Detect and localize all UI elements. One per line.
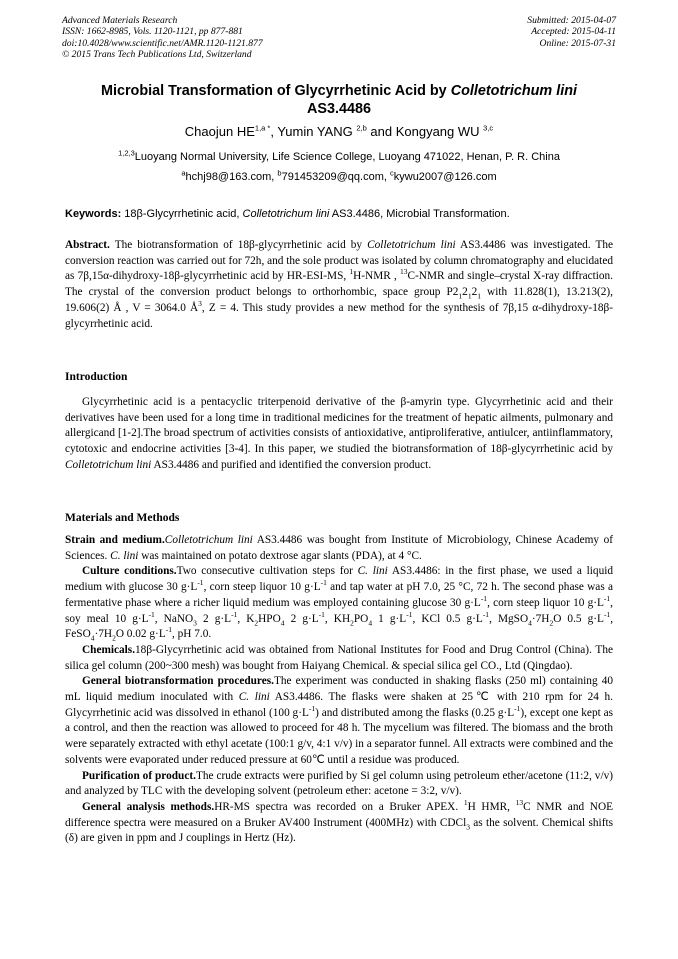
culture-paragraph bbox=[65, 564, 613, 643]
culture-sub: 4 bbox=[280, 617, 285, 627]
doi-line: doi:10.4028/www.scientific.net/AMR.1120-1121.877 bbox=[62, 37, 263, 49]
abstract-text: with 11.828(1), 13.213(2), 19.606(2) Å , V = 3064.0 Å bbox=[65, 286, 614, 314]
culture-sub: 2 bbox=[549, 617, 554, 627]
culture-text: , pH 7.0. bbox=[171, 628, 212, 641]
culture-sup: -1 bbox=[318, 609, 325, 619]
culture-sup: -1 bbox=[165, 625, 172, 635]
analysis-sub: 3 bbox=[466, 821, 470, 831]
culture-sub: 4 bbox=[90, 633, 95, 643]
procedures-paragraph bbox=[65, 674, 613, 768]
culture-label: Culture conditions. bbox=[82, 565, 177, 578]
abstract-text: C-NMR and single–crystal X-ray diffraction. The crystal of the conversion product belongs to orthorhombic, space group P2 bbox=[65, 270, 613, 299]
abstract-organism: Colletotrichum lini bbox=[367, 239, 456, 251]
keywords-label: Keywords: bbox=[65, 208, 122, 220]
chemicals-paragraph bbox=[65, 643, 613, 674]
procedures-sup: -1 bbox=[308, 703, 316, 713]
abstract-sub: 1 bbox=[467, 291, 472, 301]
culture-text: PO bbox=[353, 612, 369, 625]
email-c: kywu2007@126.com bbox=[393, 171, 497, 183]
procedures-sup: -1 bbox=[514, 703, 521, 713]
affiliation bbox=[40, 150, 638, 164]
procedures-text: ) and distributed among the flasks (0.25 g·L bbox=[315, 706, 515, 719]
author-3-sup: 3,c bbox=[483, 123, 494, 133]
email-a-sup: a bbox=[181, 168, 186, 178]
accepted-date: Accepted: 2015-04-11 bbox=[531, 26, 616, 38]
analysis-text: H HMR, bbox=[467, 800, 516, 813]
abstract-sub: 1 bbox=[458, 291, 463, 301]
intro-heading: Introduction bbox=[65, 371, 128, 383]
keywords-text-2: AS3.4486, Microbial Transformation. bbox=[329, 208, 510, 220]
culture-text: ·7H bbox=[94, 628, 113, 641]
abstract-sup: 1 bbox=[349, 267, 354, 277]
email-b: 791453209@qq.com, bbox=[281, 171, 390, 183]
strain-text: AS3.4486 was bought from Institute of Microbiology, Chinese Academy of Sciences. bbox=[65, 534, 614, 562]
culture-text: , soy meal 10 g·L bbox=[65, 596, 613, 625]
dates-info bbox=[527, 15, 616, 49]
email-c-sup: c bbox=[390, 168, 394, 178]
keywords-text-1: 18β-Glycyrrhetinic acid, bbox=[121, 208, 243, 220]
analysis-text: as the solvent. Chemical shifts (δ) are given in ppm and J couplings in Hertz (Hz). bbox=[65, 816, 613, 845]
culture-sup: -1 bbox=[148, 609, 155, 619]
strain-organism: Colletotrichum lini bbox=[164, 534, 253, 546]
culture-text: , MgSO bbox=[489, 612, 529, 625]
culture-text: 2 g·L bbox=[284, 612, 319, 625]
abstract-label: Abstract. bbox=[65, 239, 110, 251]
culture-text: , FeSO bbox=[65, 612, 614, 641]
culture-text: 2 g·L bbox=[196, 612, 232, 625]
purification-paragraph bbox=[65, 769, 613, 800]
culture-sup: -1 bbox=[603, 594, 611, 604]
abstract-sup: 13 bbox=[400, 267, 408, 277]
culture-text: O 0.5 g·L bbox=[553, 612, 604, 625]
analysis-sup: 1 bbox=[463, 798, 468, 808]
chemicals-label: Chemicals. bbox=[82, 643, 136, 656]
methods-heading: Materials and Methods bbox=[65, 512, 180, 524]
strain-text: was maintained on potato dextrose agar slants (PDA), at 4 °C. bbox=[138, 549, 422, 562]
culture-sup: -1 bbox=[231, 609, 238, 619]
analysis-paragraph bbox=[65, 800, 613, 847]
strain-organism: C. lini bbox=[110, 549, 139, 562]
culture-text: and tap water at pH 7.0, 25 °C, 72 h. The second phase was a fermentative phase where a richer liquid medium was employed containing glucose 30 g·L bbox=[65, 581, 613, 609]
culture-sup: -1 bbox=[320, 578, 327, 588]
online-date: Online: 2015-07-31 bbox=[539, 37, 616, 49]
affil-sup: 1,2,3 bbox=[118, 148, 135, 158]
culture-sup: -1 bbox=[603, 609, 611, 619]
submitted-date: Submitted: 2015-04-07 bbox=[527, 15, 616, 26]
culture-sub: 2 bbox=[254, 617, 259, 627]
analysis-sup: 13 bbox=[515, 798, 524, 808]
procedures-label: General biotransformation procedures. bbox=[82, 675, 274, 688]
culture-organism: C. lini bbox=[357, 565, 388, 578]
abstract-text: AS3.4486 was investigated. The conversion reaction was carried out for 72h, and the sole product was isolated by column chromatography and elucidated as 7β,15α-dihydroxy-18β-glycyrrhetinic acid by HR-ESI-MS, bbox=[65, 239, 614, 283]
culture-sup: -1 bbox=[197, 578, 204, 588]
email-b-sup: b bbox=[277, 168, 282, 178]
title-organism: Colletotrichum lini bbox=[450, 83, 578, 99]
analysis-label: General analysis methods. bbox=[82, 800, 215, 813]
culture-text: AS3.4486: in the first phase, we used a liquid medium with glucose 30 g·L bbox=[65, 565, 613, 594]
abstract-text: H-NMR , bbox=[353, 270, 400, 283]
culture-sup: -1 bbox=[406, 609, 413, 619]
journal-name: Advanced Materials Research bbox=[62, 15, 178, 26]
author-3: Kongyang WU bbox=[395, 124, 480, 139]
culture-sup: -1 bbox=[480, 594, 488, 604]
author-1-sup: 1,a * bbox=[254, 123, 271, 133]
intro-text: AS3.4486 and purified and identified the conversion product. bbox=[151, 458, 432, 471]
issn-line: ISSN: 1662-8985, Vols. 1120-1121, pp 877-881 bbox=[62, 26, 243, 38]
intro-body bbox=[65, 395, 613, 474]
email-line bbox=[40, 170, 638, 184]
author-2: Yumin YANG bbox=[277, 124, 353, 139]
culture-sub: 3 bbox=[193, 617, 197, 627]
procedures-text: AS3.4486. The flasks were shaken at 25℃ with 210 rpm for 24 h. Glycyrrhetinic acid was dissolved in ethanol (100 g·L bbox=[65, 691, 613, 719]
abstract-sub: 1 bbox=[477, 291, 481, 301]
keywords bbox=[65, 207, 613, 221]
analysis-text: C NMR and NOE difference spectra were measured on a Bruker AV400 Instrument (400MHz) with CDCl bbox=[65, 800, 614, 829]
purification-label: Purification of product. bbox=[82, 769, 196, 782]
culture-sub: 4 bbox=[368, 617, 373, 627]
culture-text: O 0.02 g·L bbox=[115, 628, 166, 641]
abstract-text: The biotransformation of 18β-glycyrrhetinic acid by bbox=[109, 239, 368, 251]
culture-sub: 2 bbox=[350, 617, 354, 627]
strain-label: Strain and medium. bbox=[65, 534, 165, 546]
abstract-sup: 3 bbox=[198, 299, 202, 309]
culture-text: Two consecutive cultivation steps for bbox=[176, 565, 358, 578]
culture-text: , KCl 0.5 g·L bbox=[412, 612, 483, 625]
culture-text: , corn steep liquor 10 g·L bbox=[203, 581, 321, 594]
culture-text: , NaNO bbox=[154, 612, 194, 625]
culture-sup: -1 bbox=[482, 609, 490, 619]
procedures-organism: C. lini bbox=[238, 691, 270, 704]
abstract-text: 2 bbox=[471, 286, 478, 299]
abstract-text: , Z = 4. This study provides a new method for the synthesis of 7β,15 α-dihydroxy-18β-glycyrrhetinic acid. bbox=[65, 301, 613, 330]
culture-text: , corn steep liquor 10 g·L bbox=[487, 596, 604, 609]
paper-title bbox=[50, 82, 628, 118]
chemicals-text: 18β-Glycyrrhetinic acid was obtained from National Institutes for Food and Drug Control (China). The silica gel column (200~300 mesh) was bought from Haiyang Chemical. & special silica gel CO., Ltd (Qingdao). bbox=[65, 643, 613, 672]
author-and: and bbox=[366, 124, 396, 139]
author-list: Chaojun $HE^{1,a *}$, Yumin YANG $^{2,b}$ and Kongyang WU $^{3,c}$ bbox=[184, 123, 494, 139]
email-a: hchj98@163.com, bbox=[185, 171, 278, 183]
abstract-text: 2 bbox=[462, 286, 468, 299]
culture-sub: 2 bbox=[112, 633, 116, 643]
culture-text: HPO bbox=[258, 612, 281, 625]
procedures-text: The experiment was conducted in shaking flasks (250 ml) containing 40 mL liquid medium inoculated with bbox=[65, 675, 613, 704]
culture-sub: 4 bbox=[528, 617, 532, 627]
author-2-sup: 2,b bbox=[356, 123, 367, 133]
culture-text: , K bbox=[237, 612, 255, 625]
title-strain: AS3.4486 bbox=[306, 101, 371, 117]
culture-text: 1 g·L bbox=[372, 612, 407, 625]
culture-text: ·7H bbox=[531, 612, 550, 625]
affil-text: Luoyang Normal University, Life Science College, Luoyang 471022, Henan, P. R. China bbox=[134, 151, 560, 163]
keywords-organism: Colletotrichum lini bbox=[242, 208, 330, 220]
intro-text: Glycyrrhetinic acid is a pentacyclic triterpenoid derivative of the β-amyrin type. Glycyrrhetinic acid and their derivatives have been used for a long time in traditional medicines for the treatment of hepatic ailments, pulmonary and allergicand [1-2].The broad spectrum of activities consists of antioxidative, antiproliferative, antiulcer, antiinflammatory, cytotoxic and endocrine activities [3-4]. In this paper, we studied the biotransformation of 18β-glycyrrhetinic acid by bbox=[65, 396, 613, 456]
intro-organism: Colletotrichum lini bbox=[65, 458, 152, 471]
title-main: Microbial Transformation of Glycyrrhetinic Acid by bbox=[100, 83, 451, 99]
strain-paragraph bbox=[65, 533, 613, 564]
culture-text: , KH bbox=[324, 612, 351, 625]
analysis-text: HR-MS spectra was recorded on a Bruker APEX. bbox=[214, 800, 464, 813]
procedures-text: ), except one kept as a control, and then the reaction was allowed to proceed for 48 h. The mycelium was filtered. The biomass and the broth were separately extracted with ethyl acetate (100:1 g/v, 4:1 v/v) in a separator funnel. All extracts were combined and the solvents were evaporated under reduced pressure at 60℃ until a residue was produced. bbox=[65, 706, 613, 766]
methods-body bbox=[65, 533, 613, 847]
copyright-line: © 2015 Trans Tech Publications Ltd, Switzerland bbox=[62, 48, 252, 60]
author-1: Chaojun HE bbox=[184, 124, 255, 139]
journal-info bbox=[62, 15, 263, 60]
purification-text: The crude extracts were purified by Si gel column using petroleum ether/acetone (11:2, v/v) and analyzed by TLC with the developing solvent (petroleum ether: acetone = 3:2, v/v). bbox=[65, 769, 613, 798]
abstract bbox=[65, 238, 613, 332]
